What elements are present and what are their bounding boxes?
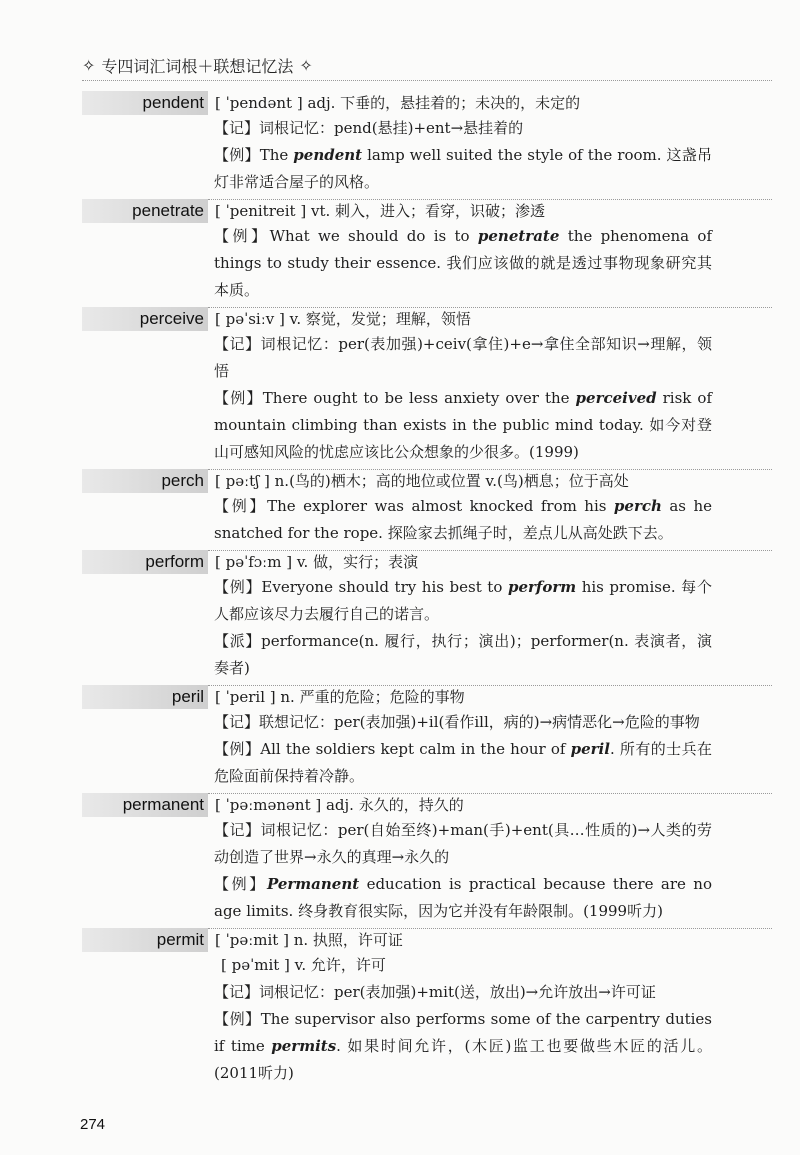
entry-permanent (82, 793, 712, 925)
entry-peril (82, 685, 712, 790)
example-text: as he snatched for the rope. 探险家去抓绳子时，差点儿从高处跌下去。 (214, 497, 712, 542)
example-sentence (214, 385, 712, 466)
example-text: . 如果时间允许，(木匠)监工也要做些木匠的活儿。(2011听力) (214, 1037, 713, 1082)
example-sentence (214, 736, 712, 790)
example-text: 【例】What we should do is to (214, 227, 478, 245)
entry-perform (82, 550, 712, 682)
header-right-ornament-icon: ✧ (299, 55, 313, 75)
example-text: risk of mountain climbing than exists in the public mind today. 如今对登山可感知风险的忧虑应该比公众想象的少很多。(1999) (214, 389, 713, 461)
example-keyword: perch (613, 497, 662, 515)
entry-divider (208, 550, 772, 551)
headword: permit (82, 928, 208, 952)
entry-divider (208, 928, 772, 929)
definition-line: [ ˈpendənt ] adj. 下垂的，悬挂着的；未决的，未定的 (215, 94, 581, 112)
example-keyword: peril (570, 740, 610, 758)
entry-perch (82, 469, 712, 547)
example-keyword: permits (271, 1037, 337, 1055)
example-sentence (214, 1006, 712, 1087)
entry-head (82, 550, 712, 574)
example-keyword: penetrate (477, 227, 560, 245)
example-text: 【例】All the soldiers kept calm in the hour of (214, 740, 571, 758)
example-keyword: perform (507, 578, 577, 596)
example-text: the phenomena of things to study their essence. 我们应该做的就是透过事物现象研究其本质。 (214, 227, 712, 299)
definition-line: [ pəˈsiːv ] v. 察觉，发觉；理解，领悟 (215, 310, 471, 328)
entry-head (82, 928, 712, 952)
definition-line: [ pəˈfɔːm ] v. 做，实行；表演 (215, 553, 419, 571)
entry-permit (82, 928, 712, 1087)
memory-note: 【记】联想记忆：per(表加强)+il(看作ill，病的)→病情恶化→危险的事物 (214, 713, 700, 731)
example-sentence (214, 223, 712, 304)
entry-head (82, 91, 712, 115)
headword: pendent (82, 91, 208, 115)
example-text: 【例】The explorer was almost knocked from his (214, 497, 614, 515)
entry-divider (208, 199, 772, 200)
entry-divider (208, 469, 772, 470)
entry-pendent (82, 91, 712, 196)
definition-line: [ ˈperil ] n. 严重的危险；危险的事物 (215, 688, 465, 706)
definition-line: [ ˈpəːmənənt ] adj. 永久的，持久的 (215, 796, 464, 814)
headword: perform (82, 550, 208, 574)
example-text: . 所有的士兵在危险面前保持着冷静。 (214, 740, 712, 785)
headword: permanent (82, 793, 208, 817)
running-header (82, 50, 772, 80)
example-sentence (214, 574, 712, 628)
entry-head (82, 307, 712, 331)
definition-line: [ pəːtʃ ] n.(鸟的)栖木；高的地位或位置 v.(鸟)栖息；位于高处 (215, 472, 629, 490)
definition-line: [ ˈpəːmit ] n. 执照，许可证 (215, 931, 403, 949)
memory-note: 【记】词根记忆：per(表加强)+mit(送，放出)→允许放出→许可证 (214, 983, 656, 1001)
example-text: 【例】 (214, 875, 267, 893)
header-title: 专四词汇词根＋联想记忆法 (101, 56, 294, 76)
headword: penetrate (82, 199, 208, 223)
entry-penetrate (82, 199, 712, 304)
example-keyword: pendent (293, 146, 363, 164)
derived-forms: 【派】performance(n. 履行，执行；演出)；performer(n. 表演者，演奏者) (214, 632, 712, 677)
entry-divider (208, 685, 772, 686)
example-text: 【例】Everyone should try his best to (214, 578, 508, 596)
header-left-ornament-icon: ✧ (82, 55, 96, 75)
headword: perceive (82, 307, 208, 331)
entry-divider (208, 307, 772, 308)
example-text: education is practical because there are no age limits. 终身教育很实际，因为它并没有年龄限制。(1999听力) (214, 875, 712, 920)
headword: peril (82, 685, 208, 709)
example-text: lamp well suited the style of the room. 这盏吊灯非常适合屋子的风格。 (214, 146, 713, 191)
definition-line-2: [ pəˈmit ] v. 允许，许可 (221, 956, 386, 974)
header-divider (82, 80, 772, 81)
example-sentence (214, 871, 712, 925)
entry-head (82, 685, 712, 709)
entry-head (82, 469, 712, 493)
example-text: 【例】The supervisor also performs some of the carpentry duties if time (214, 1010, 712, 1055)
headword: perch (82, 469, 208, 493)
example-keyword: perceived (575, 389, 657, 407)
memory-note: 【记】词根记忆：per(自始至终)+man(手)+ent(具…性质的)→人类的劳动创造了世界→永久的真理→永久的 (214, 821, 712, 866)
example-text: 【例】There ought to be less anxiety over the (214, 389, 576, 407)
example-sentence (214, 142, 712, 196)
example-keyword: Permanent (266, 875, 360, 893)
memory-note: 【记】词根记忆：per(表加强)+ceiv(拿住)+e→拿住全部知识→理解，领悟 (214, 335, 712, 380)
entry-head (82, 793, 712, 817)
page-number: 274 (80, 1116, 106, 1133)
example-text: his promise. 每个人都应该尽力去履行自己的诺言。 (214, 578, 712, 623)
memory-note: 【记】词根记忆：pend(悬挂)+ent→悬挂着的 (214, 119, 524, 137)
example-sentence (214, 493, 712, 547)
entry-divider (208, 793, 772, 794)
entry-head (82, 199, 712, 223)
entry-list (82, 91, 712, 1090)
definition-line: [ ˈpenitreit ] vt. 刺入，进入；看穿，识破；渗透 (215, 202, 546, 220)
entry-perceive (82, 307, 712, 466)
example-text: 【例】The (214, 146, 294, 164)
